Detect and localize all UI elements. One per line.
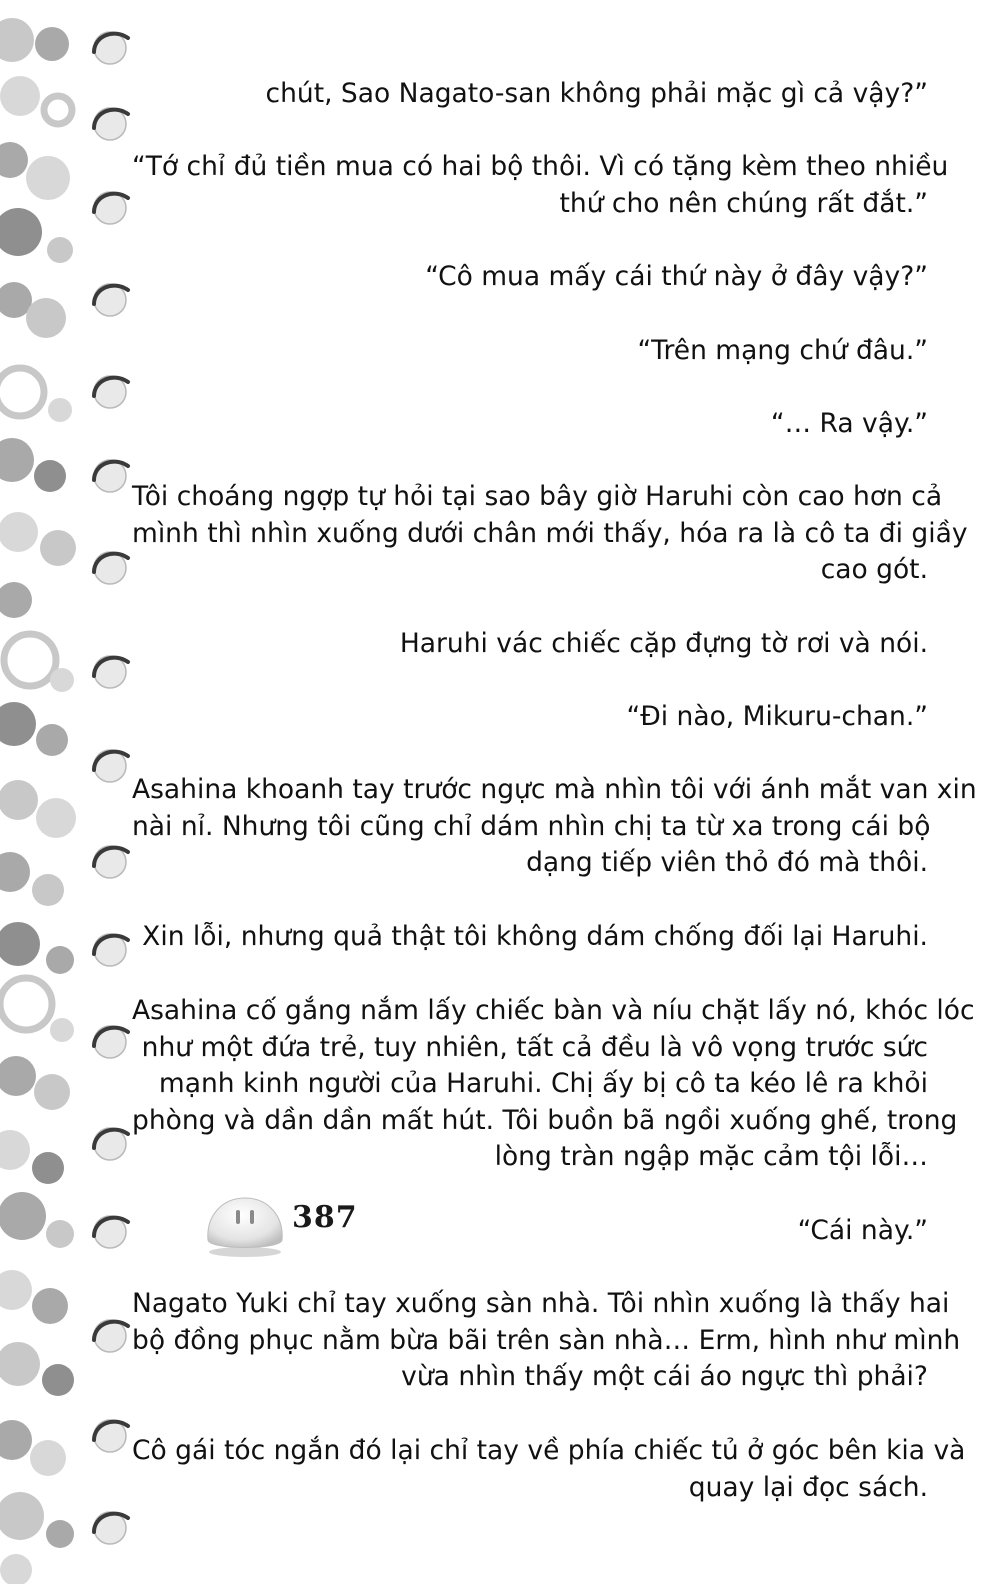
blob-mascot-icon (200, 1188, 290, 1258)
polka-dot (0, 978, 52, 1030)
paragraph (132, 1286, 961, 1396)
binder-ring-icon (94, 552, 128, 584)
text-line: Tôi choáng ngợp tự hỏi tại sao bây giờ Haruhi còn cao hơn cả (132, 481, 943, 512)
text-line: bộ đồng phục nằm bừa bãi trên sàn nhà… Erm, hình như mình (132, 1324, 961, 1356)
polka-dot (0, 1130, 30, 1170)
paragraph (132, 772, 977, 882)
polka-dot (0, 1554, 32, 1584)
polka-dot (34, 460, 66, 492)
binder-ring-icon (94, 284, 128, 316)
polka-dot (50, 668, 74, 692)
binder-ring-icon (94, 1320, 128, 1352)
paragraph (132, 406, 928, 443)
polka-dot (46, 1520, 74, 1548)
binder-ring-icon (94, 192, 128, 224)
polka-dot (47, 237, 73, 263)
polka-dot (0, 76, 40, 116)
text-line: “Cái này.” (797, 1215, 928, 1246)
paragraph (132, 993, 975, 1176)
paragraph (132, 259, 928, 296)
binder-ring-icon (94, 750, 128, 782)
polka-dot (44, 96, 72, 124)
binder-ring-icon (94, 656, 128, 688)
binder-ring-icon (94, 32, 128, 64)
paragraph (132, 919, 928, 956)
text-line: Cô gái tóc ngắn đó lại chỉ tay về phía chiếc tủ ở góc bên kia và (132, 1435, 966, 1466)
paragraph (132, 626, 928, 663)
text-line: Asahina khoanh tay trước ngực mà nhìn tôi với ánh mắt van xin (132, 774, 977, 805)
text-line: “Trên mạng chứ đâu.” (637, 335, 928, 366)
paragraph (132, 699, 928, 736)
polka-dot (48, 398, 72, 422)
polka-dot (50, 1018, 74, 1042)
binder-ring-icon (94, 1026, 128, 1058)
text-line: mạnh kinh người của Haruhi. Chị ấy bị cô ta kéo lê ra khỏi (158, 1068, 928, 1099)
polka-dot (0, 368, 44, 416)
polka-dot-border (0, 0, 80, 1584)
text-line: Nagato Yuki chỉ tay xuống sàn nhà. Tôi nhìn xuống là thấy hai (132, 1288, 950, 1319)
polka-dot (40, 530, 76, 566)
paragraph (132, 479, 968, 589)
binder-ring-icon (94, 934, 128, 966)
polka-dot (36, 724, 68, 756)
polka-dot (42, 1364, 74, 1396)
text-line: chút, Sao Nagato-san không phải mặc gì cả vậy?” (265, 78, 928, 109)
polka-dot (26, 156, 70, 200)
binder-ring-icon (94, 1128, 128, 1160)
polka-dot (30, 1440, 66, 1476)
polka-dot (0, 852, 30, 892)
text-line: cao gót. (820, 554, 928, 585)
binder-ring-icon (94, 460, 128, 492)
text-line: thứ cho nên chúng rất đắt.” (559, 187, 928, 219)
page-number: 387 (292, 1200, 358, 1235)
polka-dot (0, 1192, 46, 1240)
binder-ring-icon (94, 1512, 128, 1544)
paragraph (132, 333, 928, 370)
polka-dot (0, 1342, 40, 1386)
binder-ring-icon (94, 1420, 128, 1452)
text-line: như một đứa trẻ, tuy nhiên, tất cả đều là vô vọng trước sức (141, 1031, 928, 1063)
polka-dot (26, 298, 66, 338)
polka-dot (0, 780, 38, 820)
polka-dot (32, 874, 64, 906)
polka-dot (0, 512, 38, 552)
polka-dot (0, 1420, 32, 1460)
text-line: “… Ra vậy.” (770, 408, 928, 439)
polka-dot (35, 27, 69, 61)
text-line: phòng và dần dần mất hút. Tôi buồn bã ngồi xuống ghế, trong (132, 1104, 958, 1136)
polka-dot (0, 1270, 32, 1310)
text-line: dạng tiếp viên thỏ đó mà thôi. (526, 847, 928, 878)
polka-dot (46, 1220, 74, 1248)
polka-dot (34, 1074, 70, 1110)
text-line: “Tớ chỉ đủ tiền mua có hai bộ thôi. Vì có tặng kèm theo nhiều (132, 151, 949, 182)
text-line: “Đi nào, Mikuru-chan.” (626, 701, 928, 732)
polka-dot (0, 1492, 44, 1540)
polka-dot (0, 208, 42, 256)
binder-ring-icon (94, 376, 128, 408)
polka-dot (0, 142, 28, 178)
polka-dot (0, 438, 34, 482)
paragraph (132, 1433, 966, 1506)
polka-dot (0, 702, 36, 746)
polka-dot (4, 634, 56, 686)
text-line: Xin lỗi, nhưng quả thật tôi không dám chống đối lại Haruhi. (142, 921, 928, 952)
text-line: lòng tràn ngập mặc cảm tội lỗi… (494, 1141, 928, 1172)
polka-dot (32, 1152, 64, 1184)
paragraph (132, 149, 949, 222)
text-line: quay lại đọc sách. (688, 1471, 928, 1503)
text-line: vừa nhìn thấy một cái áo ngực thì phải? (401, 1361, 928, 1392)
text-line: “Cô mua mấy cái thứ này ở đây vậy?” (425, 261, 928, 292)
text-line: nài nỉ. Nhưng tôi cũng chỉ dám nhìn chị ta từ xa trong cái bộ (132, 810, 931, 842)
binder-rings (80, 0, 140, 1584)
binder-ring-icon (94, 846, 128, 878)
text-line: mình thì nhìn xuống dưới chân mới thấy, hóa ra là cô ta đi giầy (132, 517, 968, 549)
polka-dot (46, 946, 74, 974)
polka-dot (32, 1288, 68, 1324)
text-line: Haruhi vác chiếc cặp đựng tờ rơi và nói. (399, 628, 928, 659)
polka-dot (0, 582, 32, 618)
polka-dot (0, 18, 34, 62)
polka-dot (36, 798, 76, 838)
binder-ring-icon (94, 1216, 128, 1248)
paragraph (132, 76, 928, 113)
polka-dot (0, 922, 40, 966)
binder-ring-icon (94, 108, 128, 140)
text-line: Asahina cố gắng nắm lấy chiếc bàn và níu chặt lấy nó, khóc lóc (132, 995, 975, 1026)
polka-dot (0, 1056, 36, 1096)
